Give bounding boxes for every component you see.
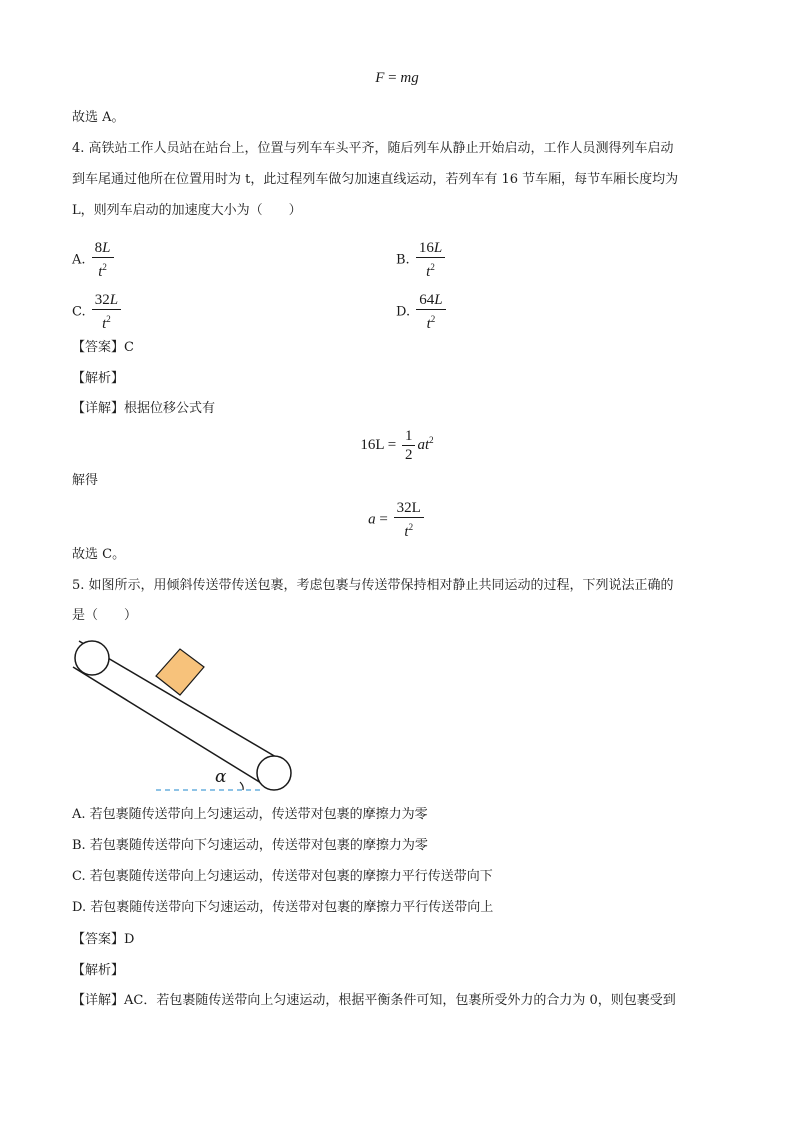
q5-option-b: B. 若包裹随传送带向下匀速运动，传送带对包裹的摩擦力为零 xyxy=(72,838,428,853)
upper-roller xyxy=(75,641,109,675)
q4-answer: 【答案】C xyxy=(72,340,134,355)
q5-option-a: A. 若包裹随传送带向上匀速运动，传送带对包裹的摩擦力为零 xyxy=(72,807,428,822)
q4-equation-2: a = $\frac{32L}{t^2}$ xyxy=(0,500,794,540)
half-fraction: $\frac{1}{2}$ xyxy=(402,428,416,463)
option-fraction: $\frac{32L}{t^2}$ xyxy=(92,292,121,332)
option-letter: D. xyxy=(396,304,411,320)
q5-analysis: 【解析】 xyxy=(72,963,125,978)
q5-answer: 【答案】D xyxy=(72,932,135,947)
q5-option-d: D. 若包裹随传送带向下匀速运动，传送带对包裹的摩擦力平行传送带向上 xyxy=(72,900,494,915)
q4-text-line2: 到车尾通过他所在位置用时为 t，此过程列车做匀加速直线运动，若列车有 16 节车厢，每节车厢长度均为 xyxy=(72,172,679,187)
formula-rhs: mg xyxy=(400,70,419,86)
q4-text-line3: L，则列车启动的加速度大小为（ ） xyxy=(72,203,302,218)
lower-roller xyxy=(257,756,291,790)
q5-text-line2: 是（ ） xyxy=(72,608,138,623)
q5-text-line1: 5. 如图所示，用倾斜传送带传送包裹，考虑包裹与传送带保持相对静止共同运动的过程，下列说法正确的 xyxy=(72,578,674,593)
q4-option-d xyxy=(396,292,448,332)
q4-text-line1: 4. 高铁站工作人员站在站台上，位置与列车车头平齐，随后列车从静止开始启动，工作人员测得列车启动 xyxy=(72,141,674,156)
q4-analysis: 【解析】 xyxy=(72,371,125,386)
option-letter: A. xyxy=(72,252,86,268)
formula-lhs: F xyxy=(375,70,385,86)
conveyor-belt-diagram xyxy=(60,632,310,797)
q4-detail: 【详解】根据位移公式有 xyxy=(72,401,216,416)
result-fraction: $\frac{32L}{t^2}$ xyxy=(394,500,424,540)
option-letter: B. xyxy=(396,252,410,268)
q4-solve-label: 解得 xyxy=(72,473,99,488)
angle-label: α xyxy=(215,767,227,787)
option-letter: C. xyxy=(72,304,86,320)
option-fraction: $\frac{64L}{t^2}$ xyxy=(416,292,445,332)
formula-eq: = xyxy=(388,70,397,86)
q5-detail: 【详解】AC．若包裹随传送带向上匀速运动，根据平衡条件可知，包裹所受外力的合力为 0，则包裹受到 xyxy=(72,993,676,1008)
package-box xyxy=(156,649,204,695)
q4-option-c xyxy=(72,292,123,332)
q4-option-b xyxy=(396,240,447,280)
q4-equation-1: 16L = $\frac{1}{2}$ $at^2$ xyxy=(360,428,434,463)
option-fraction: $\frac{8L}{t^2}$ xyxy=(92,240,114,280)
option-fraction: $\frac{16L}{t^2}$ xyxy=(416,240,445,280)
angle-arc xyxy=(240,782,243,790)
q4-conclusion: 故选 C。 xyxy=(72,547,126,562)
q5-option-c: C. 若包裹随传送带向上匀速运动，传送带对包裹的摩擦力平行传送带向下 xyxy=(72,869,493,884)
top-formula xyxy=(0,70,794,87)
q4-option-a xyxy=(72,240,116,280)
prev-conclusion: 故选 A。 xyxy=(72,110,125,125)
